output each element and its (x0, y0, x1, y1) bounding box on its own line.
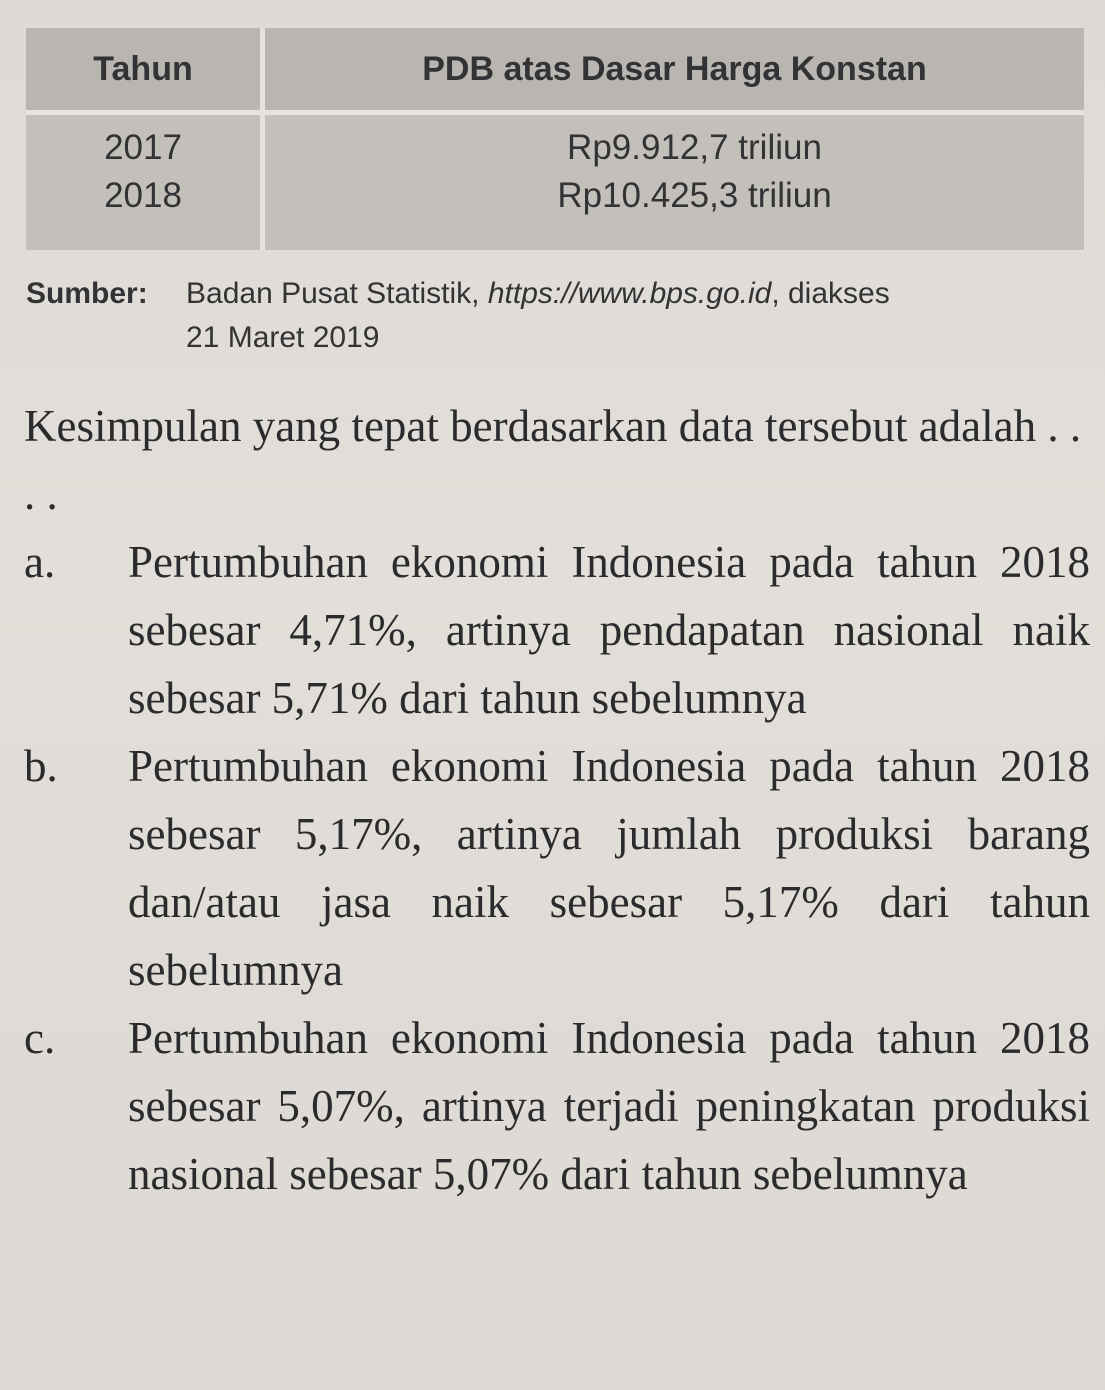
source-line-1 (26, 272, 1086, 316)
pdb-table (26, 28, 1084, 250)
option-letter: a. (24, 537, 56, 587)
option-letter: b. (24, 741, 58, 791)
header-pdb: PDB atas Dasar Harga Konstan (422, 50, 927, 88)
option-c[interactable] (24, 1004, 1090, 1208)
option-a[interactable] (24, 528, 1090, 732)
source-text-after: , diakses (771, 277, 890, 310)
option-letter: c. (24, 1013, 56, 1063)
table-row-pdb: Rp9.912,7 triliun (567, 128, 822, 167)
source-url: https://www.bps.go.id (487, 277, 772, 310)
table-row-year: 2017 (104, 128, 182, 167)
table-row-year: 2018 (104, 176, 182, 215)
answer-options (24, 528, 1090, 1208)
option-text: Pertumbuhan ekonomi Indonesia pada tahun 2018 sebesar 5,07%, artinya terjadi peningkatan produksi nasional sebesar 5,07% dari tahun sebelumnya (128, 1013, 1090, 1199)
header-year: Tahun (93, 50, 193, 88)
source-note (26, 272, 1086, 360)
question-text: Kesimpulan yang tepat berdasarkan data tersebut adalah . . . . (24, 401, 1082, 519)
source-date: 21 Maret 2019 (186, 321, 380, 354)
option-text: Pertumbuhan ekonomi Indonesia pada tahun 2018 sebesar 5,17%, artinya jumlah produksi barang dan/atau jasa naik sebesar 5,17% dari tahun sebelumnya (128, 741, 1090, 995)
table-row-pdb: Rp10.425,3 triliun (557, 176, 832, 215)
table-divider-horizontal (26, 110, 1084, 115)
source-label: Sumber: (26, 277, 148, 310)
source-text: Badan Pusat Statistik, (186, 277, 480, 310)
option-b[interactable] (24, 732, 1090, 1004)
option-text: Pertumbuhan ekonomi Indonesia pada tahun 2018 sebesar 4,71%, artinya pendapatan nasional naik sebesar 5,71% dari tahun sebelumnya (128, 537, 1090, 723)
